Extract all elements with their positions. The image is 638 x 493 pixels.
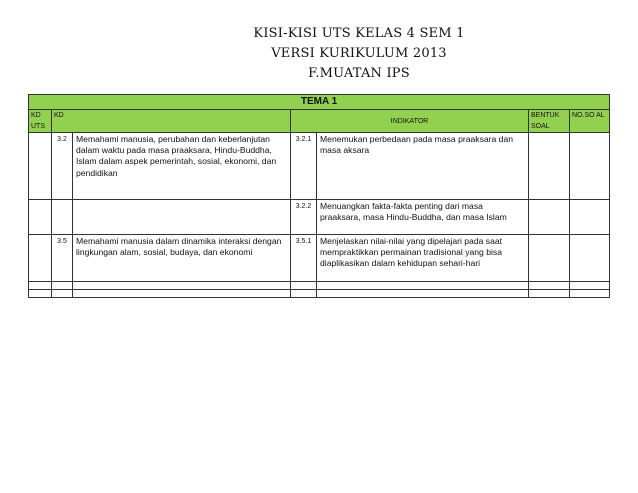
no-soal-cell: [570, 235, 610, 282]
kd-uts-cell: [29, 133, 52, 200]
bentuk-soal-cell: [529, 200, 570, 235]
indicator-description: Menemukan perbedaan pada masa praaksara dan masa aksara: [317, 133, 529, 200]
kd-uts-cell: [29, 235, 52, 282]
no-soal-cell: [570, 133, 610, 200]
header-no-soal: NO.SO AL: [570, 110, 610, 133]
tema-row: [29, 95, 610, 110]
kd-description: Memahami manusia dalam dinamika interaksi dengan lingkungan alam, sosial, budaya, dan ekonomi: [73, 235, 291, 282]
bentuk-soal-cell: [529, 235, 570, 282]
header-indikator: INDIKATOR: [291, 110, 529, 133]
header-kd: KD: [52, 110, 291, 133]
kd-number: [52, 200, 73, 235]
indicator-description: Menuangkan fakta-fakta penting dari masa praaksara, masa Hindu-Buddha, dan masa Islam: [317, 200, 529, 235]
kisi-kisi-table: [28, 94, 610, 298]
bentuk-soal-cell: [529, 133, 570, 200]
kd-number: 3.5: [52, 235, 73, 282]
indicator-description: Menjelaskan nilai-nilai yang dipelajari pada saat mempraktikkan permainan tradisional yang bisa diaplikasikan dalam kehidupan sehari-hari: [317, 235, 529, 282]
indicator-number: 3.2.2: [291, 200, 317, 235]
title-line-1: KISI-KISI UTS KELAS 4 SEM 1: [253, 26, 465, 41]
document-title: [0, 24, 638, 84]
kd-number: 3.2: [52, 133, 73, 200]
no-soal-cell: [570, 200, 610, 235]
title-line-3: F.MUATAN IPS: [308, 66, 410, 81]
kd-uts-cell: [29, 200, 52, 235]
title-line-2: VERSI KURIKULUM 2013: [271, 46, 447, 61]
table-row: [29, 235, 610, 282]
kd-description: [73, 200, 291, 235]
kd-description: Memahami manusia, perubahan dan keberlanjutan dalam waktu pada masa praaksara, Hindu-Buddha, Islam dalam aspek pemerintah, sosial, ekonomi, dan pendidikan: [73, 133, 291, 200]
indicator-number: 3.5.1: [291, 235, 317, 282]
table-row: [29, 200, 610, 235]
header-row: [29, 110, 610, 133]
header-bentuk-soal: BENTUK SOAL: [529, 110, 570, 133]
table-row: [29, 133, 610, 200]
tema-title: TEMA 1: [29, 95, 610, 110]
indicator-number: 3.2.1: [291, 133, 317, 200]
empty-row: [29, 282, 610, 290]
empty-row: [29, 290, 610, 298]
header-kd-uts: KD UTS: [29, 110, 52, 133]
